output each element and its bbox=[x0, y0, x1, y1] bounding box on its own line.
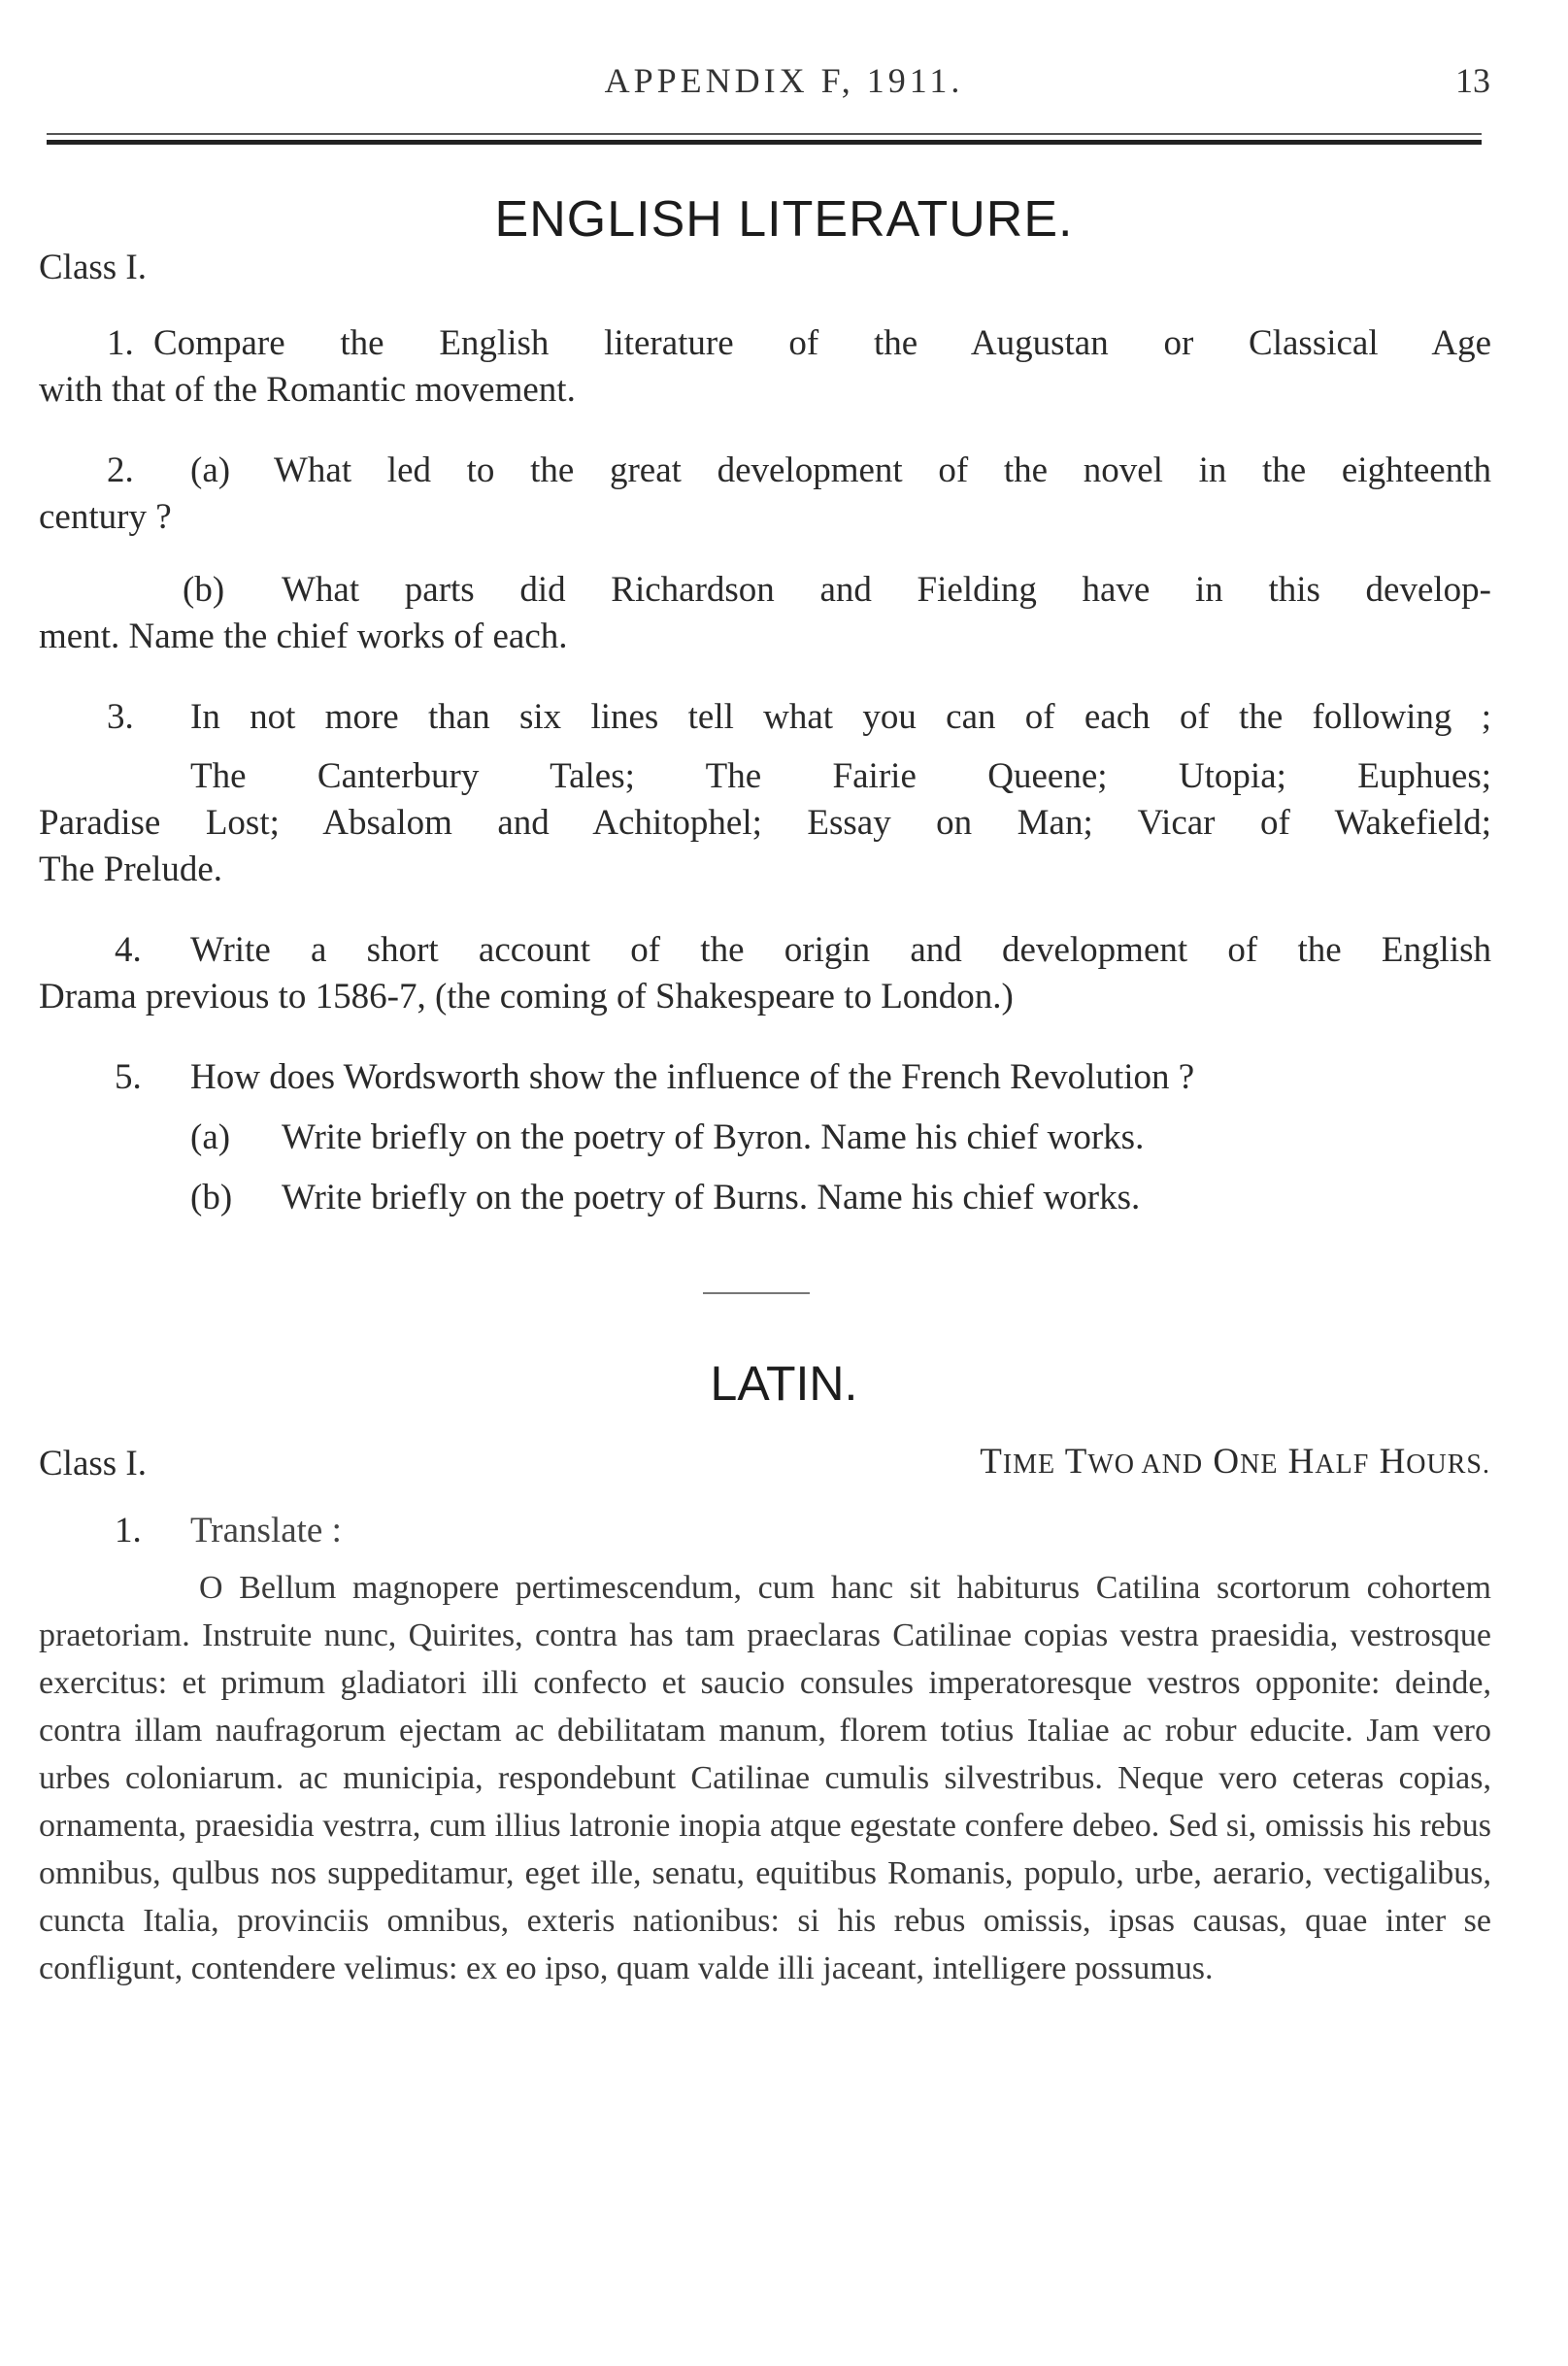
header-rule-thin bbox=[47, 133, 1482, 135]
question-text: Write briefly on the poetry of Burns. Name his chief works. bbox=[282, 1178, 1141, 1217]
question-text: Drama previous to 1586-7, (the coming of Shakespeare to London.) bbox=[39, 977, 1014, 1016]
question-text: What led to the great development of the novel in the eighteenth bbox=[274, 450, 1491, 490]
question-text: The Canterbury Tales; The Fairie Queene; Utopia; Euphues; bbox=[190, 756, 1491, 796]
part-label: (a) bbox=[190, 1117, 231, 1157]
question-number: 1. bbox=[107, 323, 134, 363]
class-label-latin: Class I. bbox=[39, 1444, 147, 1483]
part-label: (b) bbox=[183, 570, 225, 610]
question-text: How does Wordsworth show the influence of the French Revolution ? bbox=[190, 1057, 1195, 1097]
question-text: century ? bbox=[39, 497, 172, 537]
class-label-english: Class I. bbox=[39, 248, 147, 287]
section-title-latin: LATIN. bbox=[710, 1356, 858, 1411]
header-rule-thick bbox=[47, 140, 1482, 145]
question-text: with that of the Romantic movement. bbox=[39, 370, 576, 410]
latin-passage: O Bellum magnopere pertimescendum, cum hanc sit habiturus Catilina scortorum cohortem praetoriam. Instruite nunc, Quirites, contra has tam praeclaras Catilinae copias vestra praesidia, vestrosque exercitus: et primum gladiatori illi confecto et saucio consules imperatoresque vestros opponite: deinde, contra illam naufragorum ejectam ac debilitatam manum, florem totius Italiae ac robur educite. Jam vero urbes coloniarum. ac municipia, respondebunt Catilinae cumulis silvestribus. Neque vero ceteras copias, ornamenta, praesidia vestrra, cum illius latronie inopia atque egestate confere debeo. Sed si, omissis his rebus omnibus, qulbus nos suppeditamur, eget ille, senatu, equitibus Romanis, populo, urbe, aerario, vectigalibus, cuncta Italia, provinciis omnibus, exteris nationibus: si his rebus omissis, ipsas causas, quae inter se confligunt, contendere velimus: ex eo ipso, quam valde illi jaceant, intelligere possumus. bbox=[39, 1570, 1491, 1986]
question-text: Write a short account of the origin and development of the English bbox=[190, 930, 1491, 970]
section-title-english: ENGLISH LITERATURE. bbox=[494, 191, 1074, 248]
time-allowed: TIME TWO AND ONE HALF HOURS. bbox=[980, 1442, 1490, 1482]
running-title: APPENDIX F, 1911. bbox=[604, 61, 964, 100]
question-text: Paradise Lost; Absalom and Achitophel; Essay on Man; Vicar of Wakefield; bbox=[39, 803, 1491, 843]
question-text: In not more than six lines tell what you can of each of the following ; bbox=[190, 697, 1491, 737]
part-label: (a) bbox=[190, 450, 231, 490]
question-number: 4. bbox=[115, 930, 142, 970]
page-number: 13 bbox=[1455, 61, 1490, 100]
question-number: 1. bbox=[115, 1511, 142, 1550]
page-header bbox=[0, 60, 1568, 109]
question-text: ment. Name the chief works of each. bbox=[39, 616, 568, 656]
question-number: 2. bbox=[107, 450, 134, 490]
question-number: 5. bbox=[115, 1057, 142, 1097]
question-text: The Prelude. bbox=[39, 850, 223, 889]
question-text: Compare the English literature of the Augustan or Classical Age bbox=[153, 323, 1491, 363]
section-divider bbox=[703, 1292, 810, 1294]
question-text: Write briefly on the poetry of Byron. Name his chief works. bbox=[282, 1117, 1145, 1157]
question-text: Translate : bbox=[190, 1511, 342, 1550]
question-number: 3. bbox=[107, 697, 134, 737]
part-label: (b) bbox=[190, 1178, 233, 1217]
question-text: What parts did Richardson and Fielding have in this develop- bbox=[282, 570, 1491, 610]
